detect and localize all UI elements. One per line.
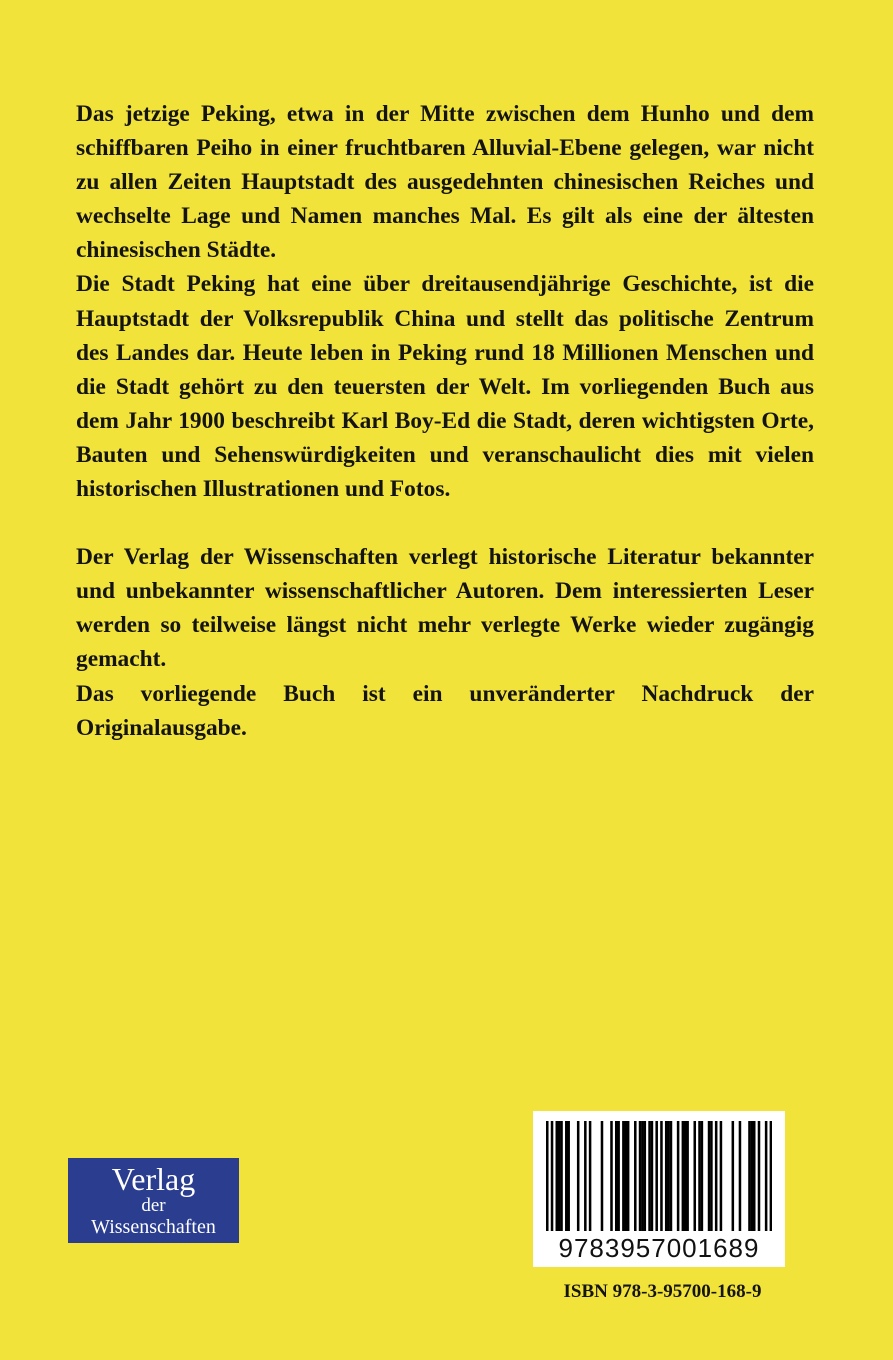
- barcode-bar: [748, 1121, 751, 1231]
- barcode-bar: [708, 1121, 711, 1231]
- barcode-bar: [739, 1121, 742, 1231]
- barcode-bar: [617, 1121, 620, 1231]
- barcode-bar: [693, 1121, 696, 1231]
- barcode-bar: [682, 1121, 685, 1231]
- barcode-bar: [751, 1121, 754, 1231]
- barcode-bar: [715, 1121, 718, 1231]
- barcode-bar: [625, 1121, 628, 1231]
- barcode-bar: [560, 1121, 563, 1231]
- barcode: [533, 1111, 785, 1267]
- barcode-bar: [698, 1121, 701, 1231]
- barcode-bar: [567, 1121, 570, 1231]
- logo-line-wissenschaften: Wissenschaften: [91, 1216, 216, 1238]
- barcode-bar: [641, 1121, 644, 1231]
- barcode-bar: [577, 1121, 580, 1231]
- paragraph-publisher: Der Verlag der Wissenschaften verlegt historische Literatur bekannter und unbekannter wissenschaftlicher Autoren. Dem interessierten Leser werden so teilweise längst nicht mehr verlegte Werke wieder zugängig gemacht.: [76, 544, 814, 673]
- barcode-bar: [667, 1121, 670, 1231]
- barcode-bar: [622, 1121, 625, 1231]
- barcode-bar: [601, 1121, 604, 1231]
- isbn-label: ISBN 978-3-95700-168-9: [563, 1281, 762, 1302]
- paragraph-city: Die Stadt Peking hat eine über dreitausendjährige Geschichte, ist die Hauptstadt der Volksrepublik China und stellt das politische Zentrum des Landes dar. Heute leben in Peking rund 18 Millionen Menschen und die Stadt gehört zu den teuersten der Welt. Im vorliegenden Buch aus dem Jahr 1900 beschreibt Karl Boy-Ed die Stadt, deren wichtigsten Orte, Bauten und Sehenswürdigkeiten und veranschaulicht dies mit vielen historischen Illustrationen und Fotos.: [76, 271, 814, 503]
- barcode-bar: [660, 1121, 663, 1231]
- barcode-bar: [720, 1121, 723, 1231]
- barcode-bar: [753, 1121, 756, 1231]
- barcode-bar: [558, 1121, 561, 1231]
- logo-line-verlag: Verlag: [111, 1161, 196, 1197]
- barcode-bar: [655, 1121, 658, 1231]
- barcode-bar: [546, 1121, 549, 1231]
- barcode-bar: [670, 1121, 673, 1231]
- barcode-bar: [684, 1121, 687, 1231]
- barcode-bar: [686, 1121, 689, 1231]
- barcode-bar: [770, 1121, 772, 1231]
- paragraph-reprint: Das vorliegende Buch ist ein unveränderter Nachdruck der Originalausgabe.: [76, 680, 814, 741]
- barcode-bar: [677, 1121, 680, 1231]
- barcode-bar: [710, 1121, 713, 1231]
- publisher-logo: [68, 1158, 239, 1243]
- barcode-bar: [651, 1121, 654, 1231]
- barcode-bar: [584, 1121, 587, 1231]
- barcode-bar: [551, 1121, 554, 1231]
- barcode-bar: [565, 1121, 568, 1231]
- barcode-bar: [610, 1121, 613, 1231]
- paragraph-history: Das jetzige Peking, etwa in der Mitte zwischen dem Hunho und dem schiffbaren Peiho in einer fruchtbaren Alluvial-Ebene gelegen, war nicht zu allen Zeiten Hauptstadt des ausgedehnten chinesischen Reiches und wechselte Lage und Namen manches Mal. Es gilt als eine der ältesten chinesischen Städte.: [76, 101, 814, 264]
- back-cover-description: [76, 97, 814, 745]
- barcode-bar: [634, 1121, 637, 1231]
- barcode-bars: [546, 1121, 772, 1231]
- barcode-bar: [644, 1121, 647, 1231]
- barcode-bar: [589, 1121, 592, 1231]
- barcode-bar: [758, 1121, 761, 1231]
- barcode-bar: [627, 1121, 630, 1231]
- barcode-bar: [639, 1121, 642, 1231]
- barcode-bar: [665, 1121, 668, 1231]
- barcode-bar: [701, 1121, 704, 1231]
- barcode-bar: [765, 1121, 768, 1231]
- barcode-bar: [615, 1121, 618, 1231]
- barcode-bar: [648, 1121, 651, 1231]
- logo-line-der: der: [141, 1195, 166, 1216]
- barcode-bar: [556, 1121, 559, 1231]
- barcode-number: 9783957001689: [558, 1233, 760, 1263]
- barcode-bar: [732, 1121, 735, 1231]
